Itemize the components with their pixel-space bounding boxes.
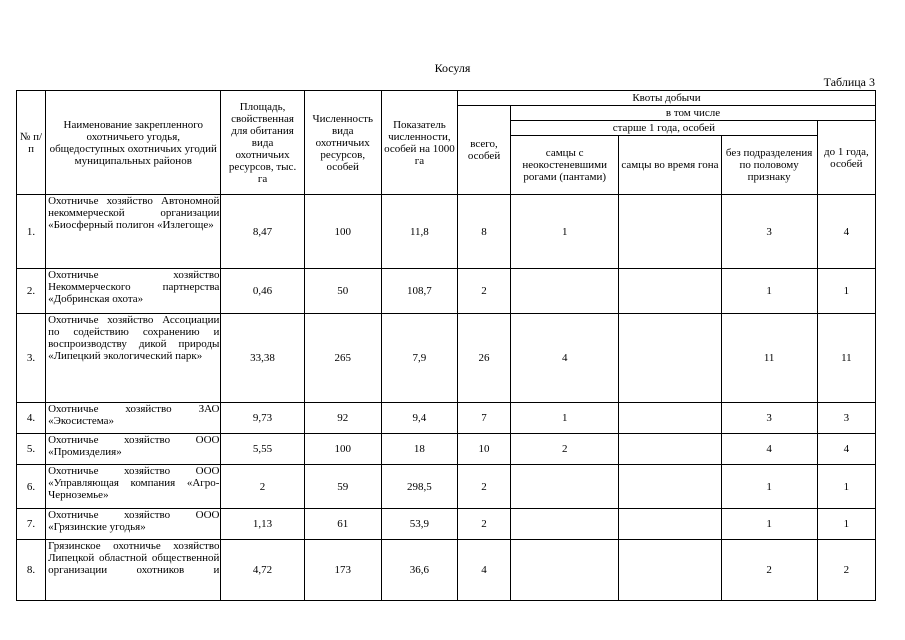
header-total: всего, особей bbox=[457, 106, 510, 195]
cell-area: 33,38 bbox=[221, 314, 304, 403]
cell-density: 7,9 bbox=[381, 314, 457, 403]
cell-name: Охотничье хозяйство ООО «Промизделия» bbox=[46, 434, 221, 465]
cell-nosex: 1 bbox=[721, 509, 817, 540]
cell-total: 26 bbox=[457, 314, 510, 403]
cell-rut bbox=[619, 509, 721, 540]
table-row bbox=[17, 509, 876, 540]
document-title: Косуля bbox=[434, 61, 471, 75]
table-row bbox=[17, 314, 876, 403]
cell-area: 5,55 bbox=[221, 434, 304, 465]
cell-name: Охотничье хозяйство Ассоциации по содействию сохранению и воспроизводству дикой природы «Липецкий экологический парк» bbox=[46, 314, 221, 403]
header-name: Наименование закрепленного охотничьего угодья, общедоступных охотничьих угодий муниципальных районов bbox=[46, 91, 221, 195]
cell-count: 173 bbox=[304, 540, 381, 601]
cell-young: 11 bbox=[817, 314, 875, 403]
cell-area: 1,13 bbox=[221, 509, 304, 540]
cell-total: 2 bbox=[457, 269, 510, 314]
cell-name: Охотничье хозяйство ЗАО «Экосистема» bbox=[46, 403, 221, 434]
cell-density: 53,9 bbox=[381, 509, 457, 540]
cell-antlers: 1 bbox=[511, 403, 619, 434]
header-rut: самцы во время гона bbox=[619, 136, 721, 195]
cell-count: 50 bbox=[304, 269, 381, 314]
header-nosex: без подразделения по половому признаку bbox=[721, 136, 817, 195]
header-density: Показатель численности, особей на 1000 га bbox=[381, 91, 457, 195]
cell-young: 1 bbox=[817, 269, 875, 314]
table-row bbox=[17, 465, 876, 509]
cell-density: 11,8 bbox=[381, 195, 457, 269]
header-young: до 1 года, особей bbox=[817, 121, 875, 195]
cell-total: 2 bbox=[457, 465, 510, 509]
cell-name: Охотничье хозяйство ООО «Управляющая компания «Агро-Черноземье» bbox=[46, 465, 221, 509]
cell-antlers: 4 bbox=[511, 314, 619, 403]
cell-density: 298,5 bbox=[381, 465, 457, 509]
cell-antlers: 1 bbox=[511, 195, 619, 269]
cell-count: 265 bbox=[304, 314, 381, 403]
cell-density: 18 bbox=[381, 434, 457, 465]
header-area: Площадь, свойственная для обитания вида охотничьих ресурсов, тыс. га bbox=[221, 91, 304, 195]
cell-antlers: 2 bbox=[511, 434, 619, 465]
cell-nosex: 11 bbox=[721, 314, 817, 403]
cell-antlers bbox=[511, 540, 619, 601]
cell-total: 8 bbox=[457, 195, 510, 269]
cell-name: Охотничье хозяйство Автономной некоммерческой организации «Биосферный полигон «Излегоще» bbox=[46, 195, 221, 269]
cell-rut bbox=[619, 465, 721, 509]
cell-n: 8. bbox=[17, 540, 46, 601]
cell-area: 8,47 bbox=[221, 195, 304, 269]
cell-density: 9,4 bbox=[381, 403, 457, 434]
cell-name-text: Грязинское охотничье хозяйство Липецкой областной общественной организации охотников и bbox=[48, 540, 220, 576]
cell-n: 6. bbox=[17, 465, 46, 509]
quota-table bbox=[16, 90, 876, 601]
cell-name bbox=[46, 540, 221, 601]
cell-nosex: 3 bbox=[721, 195, 817, 269]
cell-total: 10 bbox=[457, 434, 510, 465]
cell-area: 2 bbox=[221, 465, 304, 509]
cell-count: 100 bbox=[304, 195, 381, 269]
table-row bbox=[17, 195, 876, 269]
cell-count: 100 bbox=[304, 434, 381, 465]
cell-rut bbox=[619, 403, 721, 434]
cell-density: 36,6 bbox=[381, 540, 457, 601]
cell-young: 4 bbox=[817, 434, 875, 465]
cell-young: 1 bbox=[817, 465, 875, 509]
cell-n: 7. bbox=[17, 509, 46, 540]
cell-antlers bbox=[511, 269, 619, 314]
cell-name: Охотничье хозяйство Некоммерческого партнерства «Добринская охота» bbox=[46, 269, 221, 314]
table-row bbox=[17, 403, 876, 434]
cell-young: 1 bbox=[817, 509, 875, 540]
cell-count: 61 bbox=[304, 509, 381, 540]
cell-nosex: 1 bbox=[721, 269, 817, 314]
cell-total: 7 bbox=[457, 403, 510, 434]
cell-total: 2 bbox=[457, 509, 510, 540]
table-row bbox=[17, 434, 876, 465]
cell-rut bbox=[619, 314, 721, 403]
header-quota: Квоты добычи bbox=[457, 91, 875, 106]
cell-nosex: 3 bbox=[721, 403, 817, 434]
header-num: № п/п bbox=[17, 91, 46, 195]
header-incl: в том числе bbox=[511, 106, 876, 121]
cell-antlers bbox=[511, 509, 619, 540]
cell-young: 4 bbox=[817, 195, 875, 269]
cell-rut bbox=[619, 195, 721, 269]
cell-area: 0,46 bbox=[221, 269, 304, 314]
cell-nosex: 1 bbox=[721, 465, 817, 509]
header-count: Численность вида охотничьих ресурсов, особей bbox=[304, 91, 381, 195]
cell-n: 5. bbox=[17, 434, 46, 465]
cell-area: 4,72 bbox=[221, 540, 304, 601]
cell-nosex: 2 bbox=[721, 540, 817, 601]
cell-density: 108,7 bbox=[381, 269, 457, 314]
cell-young: 2 bbox=[817, 540, 875, 601]
cell-nosex: 4 bbox=[721, 434, 817, 465]
header-antlers: самцы с неокостеневшими рогами (пантами) bbox=[511, 136, 619, 195]
cell-area: 9,73 bbox=[221, 403, 304, 434]
cell-n: 1. bbox=[17, 195, 46, 269]
cell-total: 4 bbox=[457, 540, 510, 601]
cell-n: 3. bbox=[17, 314, 46, 403]
cell-antlers bbox=[511, 465, 619, 509]
cell-name: Охотничье хозяйство ООО «Грязинские угодья» bbox=[46, 509, 221, 540]
cell-count: 59 bbox=[304, 465, 381, 509]
header-older: старше 1 года, особей bbox=[511, 121, 818, 136]
cell-n: 2. bbox=[17, 269, 46, 314]
table-row bbox=[17, 269, 876, 314]
cell-young: 3 bbox=[817, 403, 875, 434]
cell-rut bbox=[619, 434, 721, 465]
table-row bbox=[17, 540, 876, 601]
cell-rut bbox=[619, 540, 721, 601]
cell-n: 4. bbox=[17, 403, 46, 434]
table-label: Таблица 3 bbox=[823, 75, 875, 89]
cell-rut bbox=[619, 269, 721, 314]
cell-count: 92 bbox=[304, 403, 381, 434]
